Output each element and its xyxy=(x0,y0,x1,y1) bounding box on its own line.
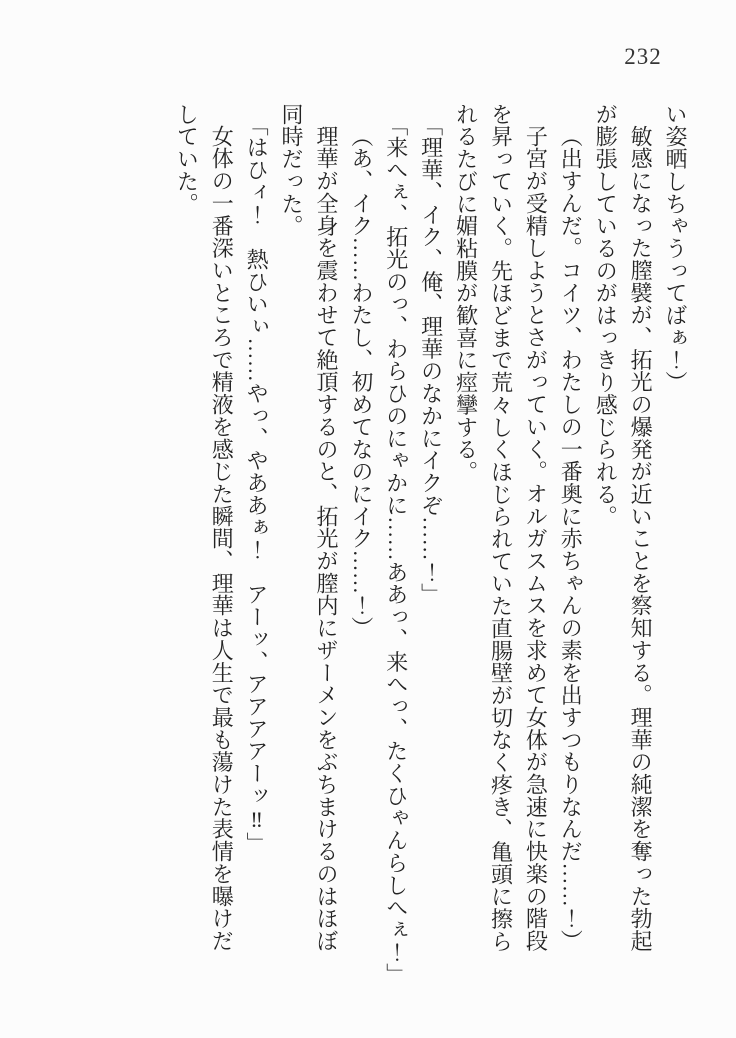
text-line: （出すんだ。コイツ、わたしの一番奥に赤ちゃんの素を出すつもりなんだ……！） xyxy=(558,125,584,952)
text-line: 「はひィ！ 熱ひいぃ……やっ、やああぁ！ アーッ、アアアアーッ‼」 xyxy=(244,114,270,855)
text-line: していた。 xyxy=(174,103,200,215)
text-line: れるたびに媚粘膜が歓喜に痙攣する。 xyxy=(453,103,479,483)
text-line: が膨張しているのがはっきり感じられる。 xyxy=(593,103,619,528)
text-line: 「来へぇ、拓光のっ、わらひのにゃかに……ああっ、来へっ、たくひゃんらしへぇ！」 xyxy=(383,114,409,986)
text-line: を昇っていく。先ほどまで荒々しくほじられていた直腸壁が切なく疼き、亀頭に擦ら xyxy=(488,103,514,953)
vertical-text-area xyxy=(168,103,692,986)
text-line: 子宮が受精しようとさがっていく。オルガスムスを求めて女体が急速に快楽の階段 xyxy=(523,125,549,952)
text-line: い姿晒しちゃうってばぁ！） xyxy=(663,103,688,394)
text-line: 敏感になった膣襞が、拓光の爆発が近いことを察知する。理華の純潔を奪った勃起 xyxy=(628,125,654,952)
text-line: （あ、イク……わたし、初めてなのにイク……！） xyxy=(348,125,374,640)
text-line: 「理華、イク、俺、理華のなかにイクぞ……！」 xyxy=(418,114,444,606)
page-number: 232 xyxy=(624,44,662,69)
text-line: 女体の一番深いところで精液を感じた瞬間、理華は人生で最も蕩けた表情を曝けだ xyxy=(209,125,235,952)
text-line: 同時だった。 xyxy=(279,103,305,238)
text-line: 理華が全身を震わせて絶頂するのと、拓光が膣内にザーメンをぶちまけるのはほぼ xyxy=(313,125,339,952)
